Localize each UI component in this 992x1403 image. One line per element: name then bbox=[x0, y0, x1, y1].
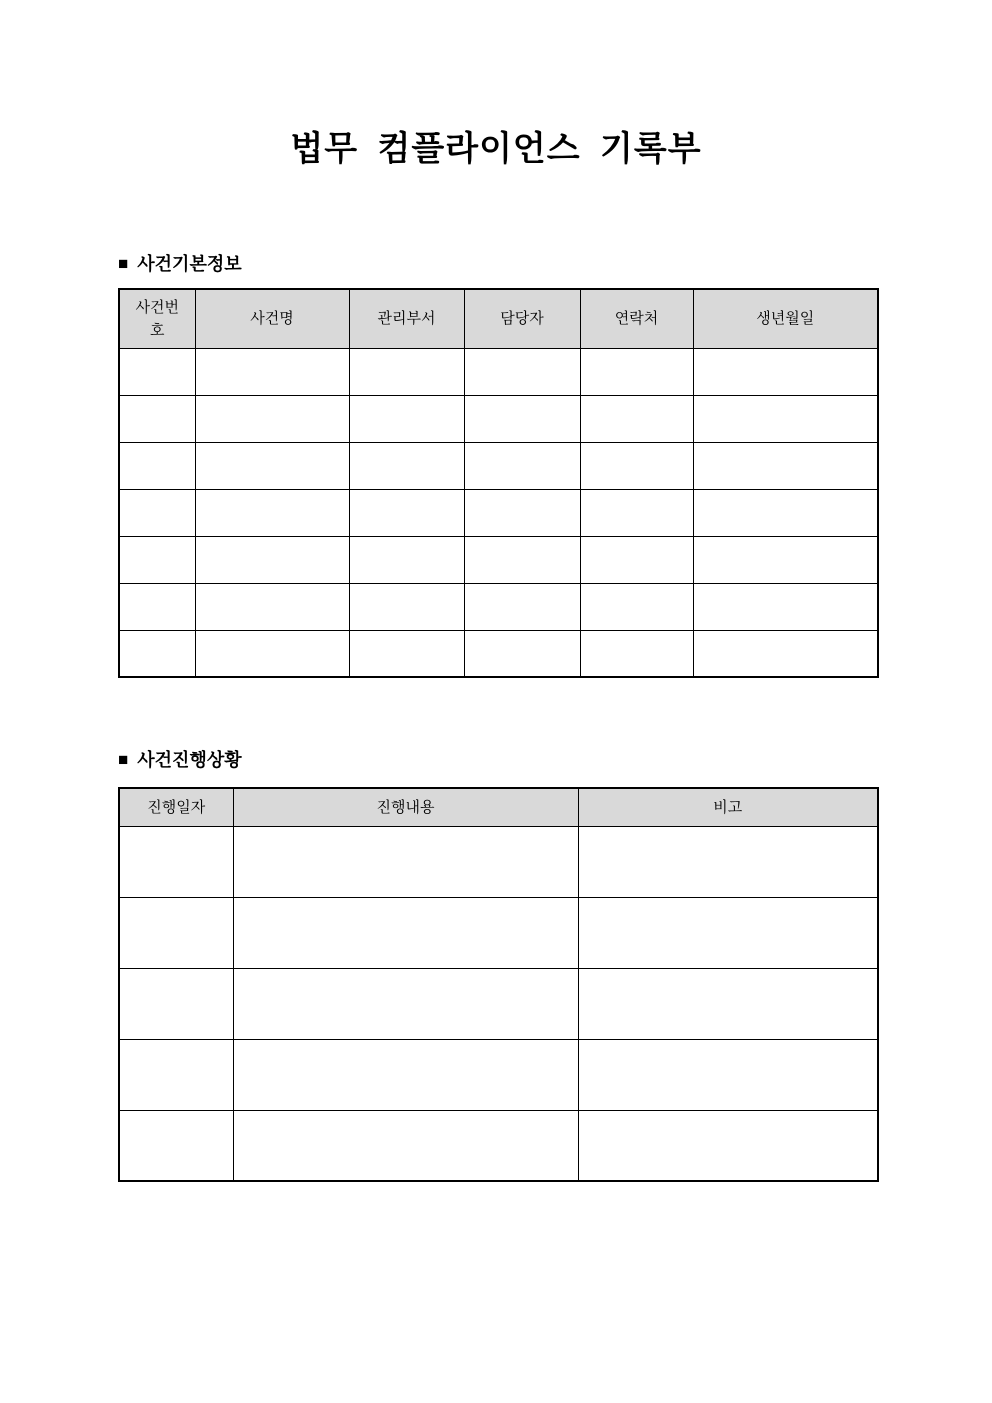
empty-cell bbox=[580, 536, 693, 583]
empty-cell bbox=[578, 826, 878, 897]
empty-cell bbox=[464, 348, 580, 395]
empty-cell bbox=[349, 630, 464, 677]
table-row bbox=[119, 583, 878, 630]
empty-cell bbox=[693, 489, 878, 536]
empty-cell bbox=[580, 583, 693, 630]
col-header-progress-detail: 진행내용 bbox=[233, 788, 578, 826]
empty-cell bbox=[119, 1039, 233, 1110]
empty-cell bbox=[233, 897, 578, 968]
table-row bbox=[119, 348, 878, 395]
empty-cell bbox=[195, 395, 349, 442]
empty-cell bbox=[578, 897, 878, 968]
empty-cell bbox=[349, 395, 464, 442]
empty-cell bbox=[464, 536, 580, 583]
empty-cell bbox=[349, 536, 464, 583]
empty-cell bbox=[119, 826, 233, 897]
section-header-case-basic-info bbox=[118, 250, 242, 276]
case-progress-table bbox=[118, 787, 879, 1182]
empty-cell bbox=[349, 583, 464, 630]
empty-cell bbox=[578, 1039, 878, 1110]
table-row bbox=[119, 968, 878, 1039]
empty-cell bbox=[693, 536, 878, 583]
empty-cell bbox=[119, 1110, 233, 1181]
col-header-birth-date: 생년월일 bbox=[693, 289, 878, 348]
empty-cell bbox=[580, 348, 693, 395]
empty-cell bbox=[119, 489, 195, 536]
section-label-text: 사건진행상황 bbox=[137, 750, 242, 770]
empty-cell bbox=[464, 583, 580, 630]
empty-cell bbox=[119, 536, 195, 583]
col-header-progress-date: 진행일자 bbox=[119, 788, 233, 826]
square-bullet-icon: ■ bbox=[118, 253, 129, 273]
empty-cell bbox=[464, 489, 580, 536]
empty-cell bbox=[464, 395, 580, 442]
case-basic-info-table bbox=[118, 288, 879, 678]
col-header-remarks: 비고 bbox=[578, 788, 878, 826]
table-header-row bbox=[119, 289, 878, 348]
table-row bbox=[119, 897, 878, 968]
empty-cell bbox=[233, 1110, 578, 1181]
empty-cell bbox=[580, 395, 693, 442]
empty-cell bbox=[233, 968, 578, 1039]
empty-cell bbox=[693, 630, 878, 677]
empty-cell bbox=[693, 348, 878, 395]
empty-cell bbox=[580, 630, 693, 677]
empty-cell bbox=[119, 897, 233, 968]
col-header-case-number: 사건번호 bbox=[119, 289, 195, 348]
empty-cell bbox=[693, 442, 878, 489]
empty-cell bbox=[349, 442, 464, 489]
empty-cell bbox=[233, 1039, 578, 1110]
empty-cell bbox=[119, 348, 195, 395]
table-header-row bbox=[119, 788, 878, 826]
empty-cell bbox=[693, 583, 878, 630]
empty-cell bbox=[693, 395, 878, 442]
empty-cell bbox=[580, 489, 693, 536]
empty-cell bbox=[119, 583, 195, 630]
empty-cell bbox=[349, 489, 464, 536]
empty-cell bbox=[195, 536, 349, 583]
empty-cell bbox=[578, 1110, 878, 1181]
col-header-managing-dept: 관리부서 bbox=[349, 289, 464, 348]
empty-cell bbox=[119, 442, 195, 489]
empty-cell bbox=[119, 395, 195, 442]
empty-cell bbox=[195, 442, 349, 489]
table-row bbox=[119, 826, 878, 897]
page-title: 법무 컴플라이언스 기록부 bbox=[290, 130, 702, 168]
empty-cell bbox=[578, 968, 878, 1039]
section-label-text: 사건기본정보 bbox=[137, 254, 242, 274]
empty-cell bbox=[580, 442, 693, 489]
empty-cell bbox=[195, 348, 349, 395]
empty-cell bbox=[349, 348, 464, 395]
empty-cell bbox=[119, 630, 195, 677]
col-header-contact: 연락처 bbox=[580, 289, 693, 348]
empty-cell bbox=[464, 630, 580, 677]
table-row bbox=[119, 630, 878, 677]
section-header-case-progress bbox=[118, 746, 242, 772]
empty-cell bbox=[233, 826, 578, 897]
table-row bbox=[119, 1110, 878, 1181]
empty-cell bbox=[195, 630, 349, 677]
table-row bbox=[119, 1039, 878, 1110]
col-header-case-name: 사건명 bbox=[195, 289, 349, 348]
empty-cell bbox=[464, 442, 580, 489]
square-bullet-icon: ■ bbox=[118, 749, 129, 769]
empty-cell bbox=[119, 968, 233, 1039]
empty-cell bbox=[195, 583, 349, 630]
empty-cell bbox=[195, 489, 349, 536]
table-row bbox=[119, 442, 878, 489]
col-header-person-in-charge: 담당자 bbox=[464, 289, 580, 348]
table-row bbox=[119, 395, 878, 442]
table-row bbox=[119, 536, 878, 583]
table-row bbox=[119, 489, 878, 536]
